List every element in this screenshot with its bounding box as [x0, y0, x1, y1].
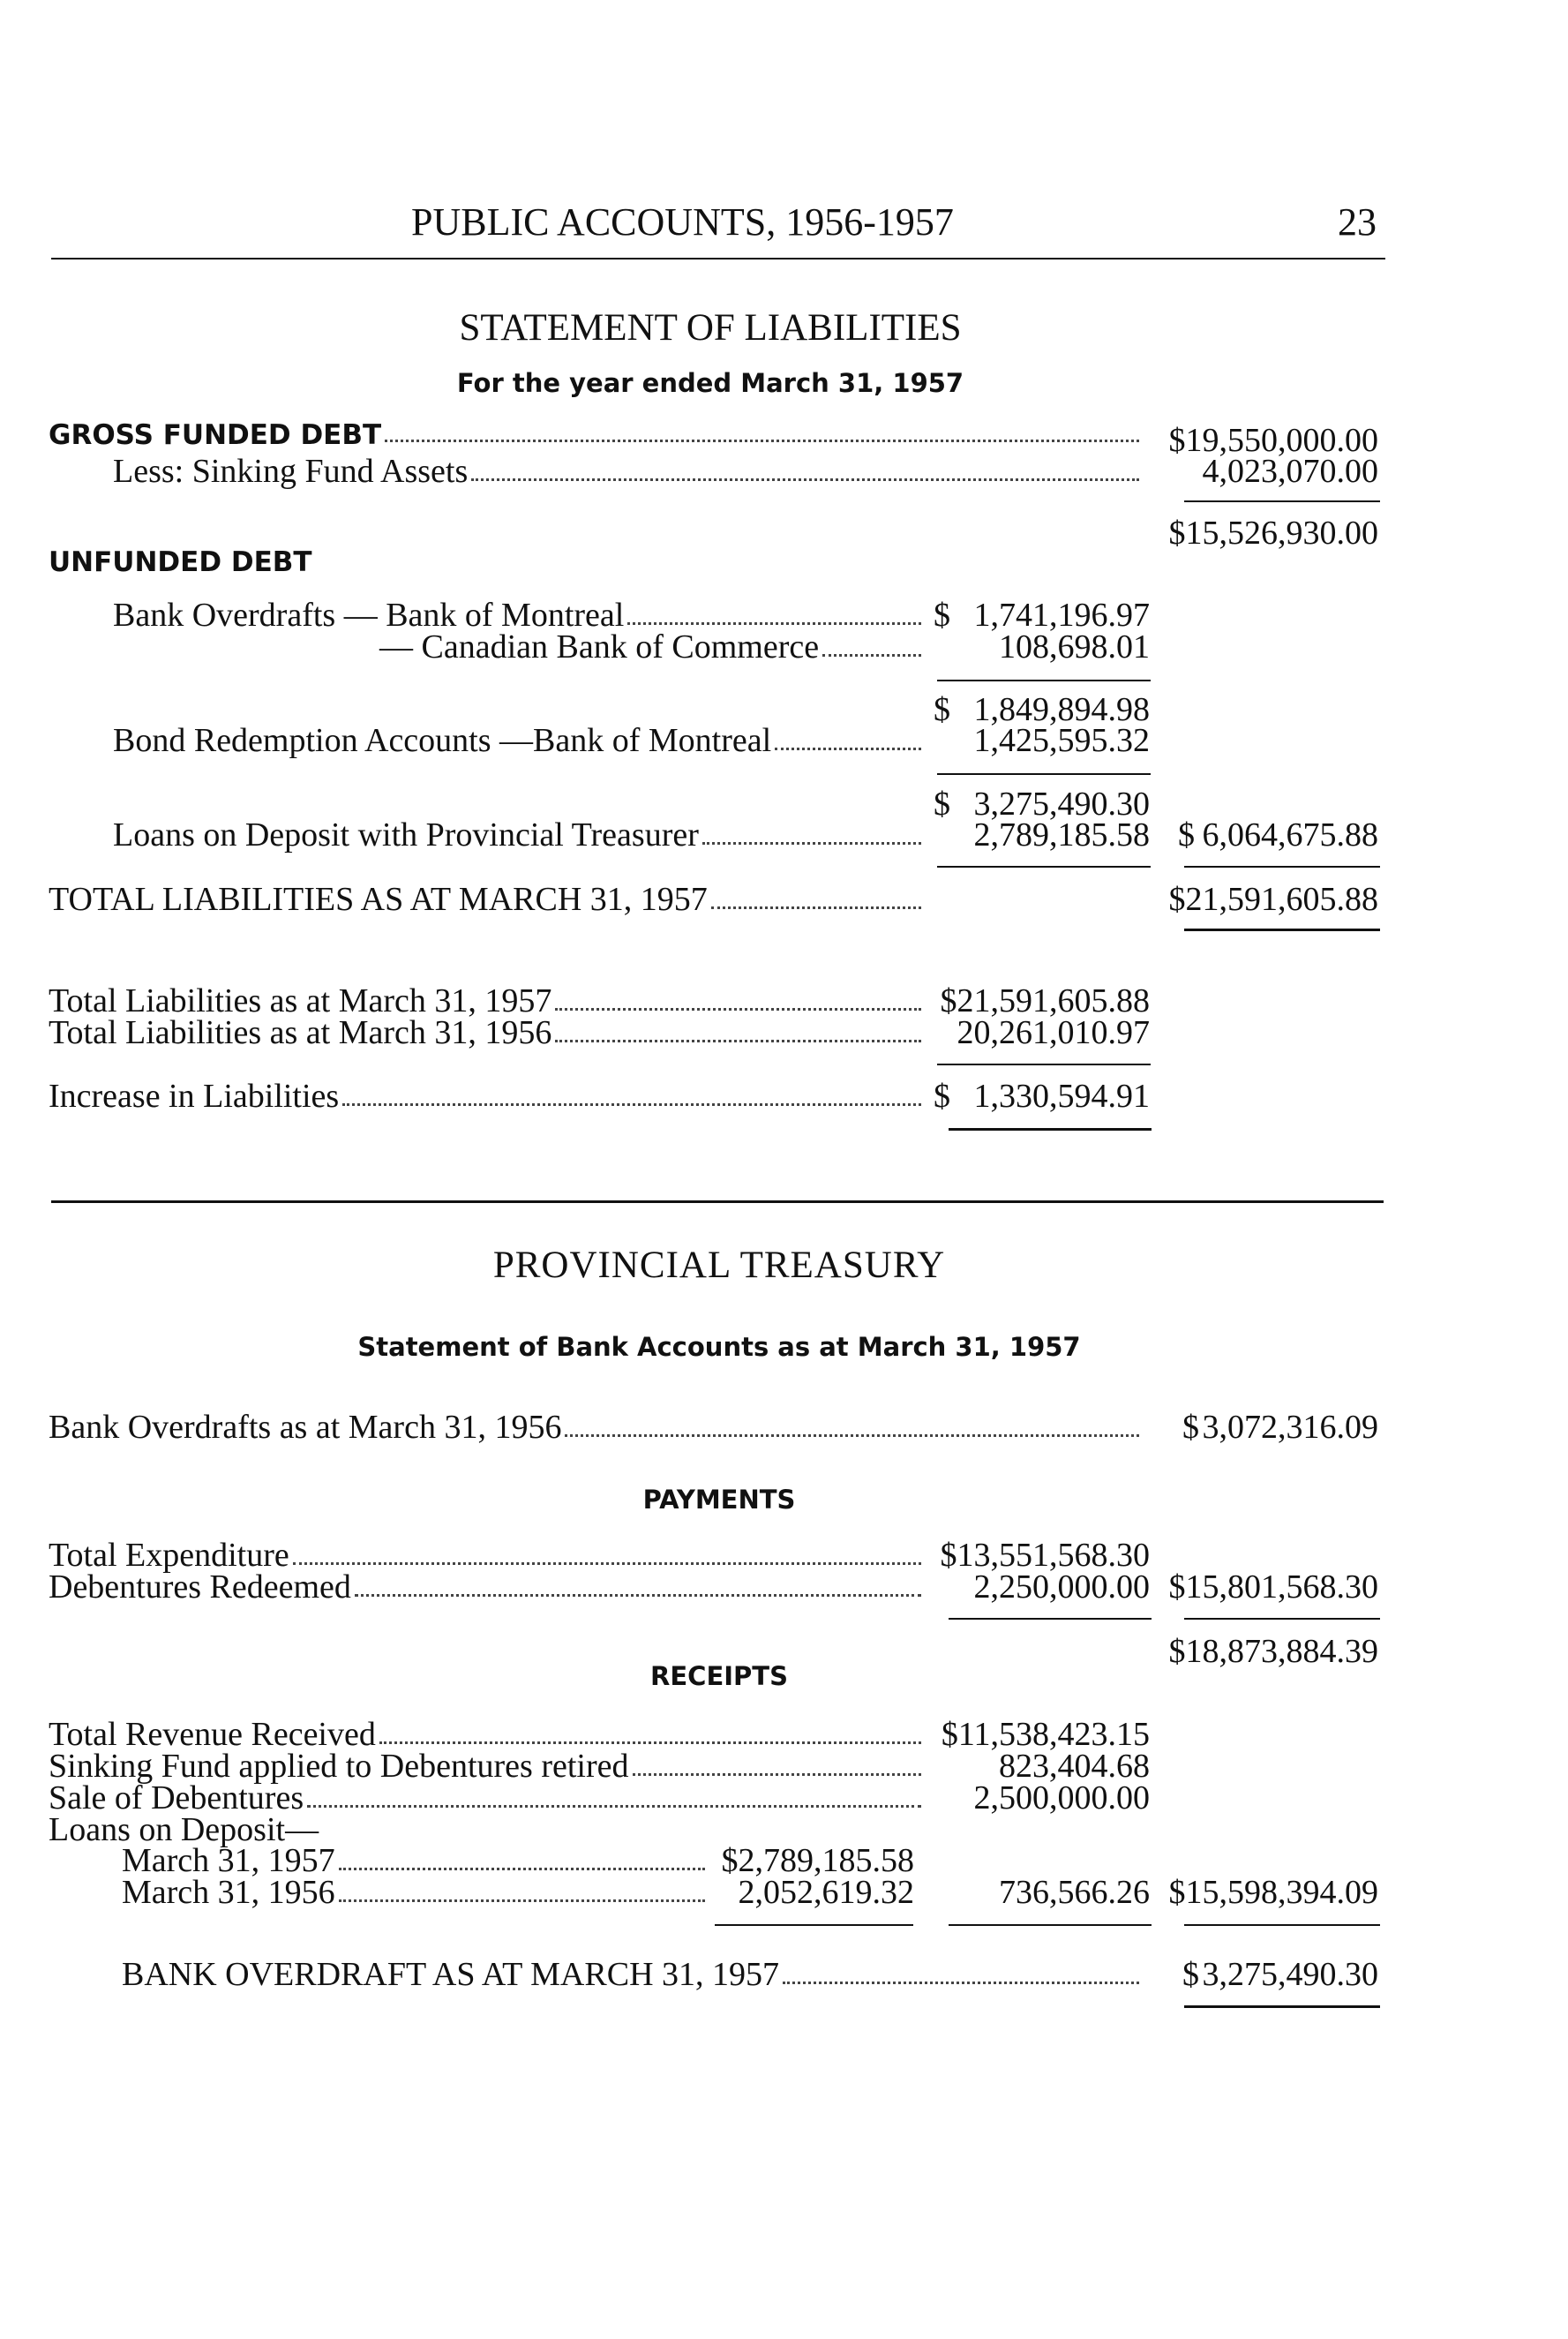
loans-deposit-label: Loans on Deposit— — [49, 1811, 319, 1848]
payments-total: $15,801,568.30 — [1168, 1568, 1378, 1606]
total-1956-amount: 20,261,010.97 — [957, 1014, 1150, 1051]
rule-loans-col — [715, 1924, 913, 1926]
page-number: 23 — [1338, 200, 1377, 244]
payments-sum: $18,873,884.39 — [1168, 1633, 1378, 1670]
sale-debentures-amount: 2,500,000.00 — [973, 1779, 1150, 1816]
overdraft-commerce-label: — Canadian Bank of Commerce — [379, 630, 925, 664]
rule-overdraft-subtotal — [937, 680, 1151, 681]
rule-loans — [937, 866, 1151, 868]
less-sinking-label: Less: Sinking Fund Assets — [113, 455, 1143, 488]
overdraft-subtotal: $ 1,849,894.98 — [934, 691, 1150, 728]
loans-amount: 2,789,185.58 — [973, 816, 1150, 854]
rule-net-funded — [1184, 500, 1380, 502]
total-revenue-label: Total Revenue Received — [49, 1718, 925, 1751]
opening-overdraft-label: Bank Overdrafts as at March 31, 1956 — [49, 1410, 1143, 1444]
unfunded-total: $ 6,064,675.88 — [1178, 816, 1378, 854]
rule-unfunded-total — [1184, 866, 1380, 868]
rule-total-liabilities — [1184, 929, 1380, 931]
debentures-redeemed-amount: 2,250,000.00 — [973, 1568, 1150, 1606]
total-1957-label: Total Liabilities as at March 31, 1957 — [49, 984, 925, 1018]
net-funded-amount: $15,526,930.00 — [1168, 515, 1378, 552]
header-rule — [51, 258, 1385, 259]
increase-label: Increase in Liabilities — [49, 1079, 925, 1113]
total-liabilities-amount: $21,591,605.88 — [1168, 881, 1378, 918]
opening-overdraft-amount: $ 3,072,316.09 — [1182, 1409, 1378, 1446]
total-expenditure-amount: $13,551,568.30 — [940, 1537, 1150, 1574]
rule-increase-double — [949, 1128, 1152, 1131]
liabilities-subtitle: For the year ended March 31, 1957 — [456, 368, 964, 398]
debentures-redeemed-label: Debentures Redeemed — [49, 1570, 925, 1604]
rule-receipts-total — [1184, 1924, 1380, 1926]
total-revenue-amount: $11,538,423.15 — [941, 1716, 1150, 1753]
treasury-subtitle: Statement of Bank Accounts as at March 31, 1957 — [357, 1332, 1081, 1362]
total-expenditure-label: Total Expenditure — [49, 1538, 925, 1572]
overdraft-commerce-amount: 108,698.01 — [999, 628, 1150, 666]
rule-payments-right — [1184, 1618, 1380, 1620]
rule-receipts-mid — [949, 1924, 1152, 1926]
unfunded-heading: UNFUNDED DEBT — [49, 546, 312, 578]
loans-net-amount: 736,566.26 — [999, 1874, 1150, 1911]
liabilities-title: STATEMENT OF LIABILITIES — [459, 307, 962, 349]
payments-heading: PAYMENTS — [642, 1485, 796, 1515]
bond-subtotal: $ 3,275,490.30 — [934, 786, 1150, 823]
receipts-total: $15,598,394.09 — [1168, 1874, 1378, 1911]
loans-1956-label: March 31, 1956 — [122, 1876, 709, 1909]
rule-closing-double — [1184, 2005, 1380, 2008]
treasury-title: PROVINCIAL TREASURY — [492, 1245, 946, 1286]
rule-payments-left — [949, 1618, 1152, 1620]
loans-label: Loans on Deposit with Provincial Treasurer — [113, 818, 925, 852]
loans-1957-label: March 31, 1957 — [122, 1844, 709, 1877]
sinking-applied-amount: 823,404.68 — [999, 1748, 1150, 1785]
running-title: PUBLIC ACCOUNTS, 1956-1957 — [411, 200, 954, 244]
rule-increase — [937, 1064, 1151, 1065]
gross-funded-debt-amount: $19,550,000.00 — [1168, 422, 1378, 459]
closing-overdraft-amount: $ 3,275,490.30 — [1182, 1956, 1378, 1993]
sale-debentures-label: Sale of Debentures — [49, 1781, 925, 1815]
less-sinking-amount: 4,023,070.00 — [1202, 453, 1378, 490]
section-divider — [51, 1200, 1384, 1203]
loans-1956-amount: 2,052,619.32 — [738, 1874, 914, 1911]
bond-redemption-amount: 1,425,595.32 — [973, 722, 1150, 759]
closing-overdraft-label: BANK OVERDRAFT AS AT MARCH 31, 1957 — [122, 1958, 1143, 1991]
rule-bond-subtotal — [937, 773, 1151, 775]
overdraft-montreal-label: Bank Overdrafts — Bank of Montreal — [113, 598, 925, 632]
total-1957-amount: $21,591,605.88 — [940, 982, 1150, 1019]
loans-1957-amount: $2,789,185.58 — [721, 1842, 914, 1879]
overdraft-montreal-amount: $ 1,741,196.97 — [934, 597, 1150, 634]
increase-amount: $ 1,330,594.91 — [934, 1078, 1150, 1115]
gross-funded-debt-label: GROSS FUNDED DEBT — [49, 422, 1143, 449]
bond-redemption-label: Bond Redemption Accounts —Bank of Montreal — [113, 724, 925, 757]
total-liabilities-label: TOTAL LIABILITIES AS AT MARCH 31, 1957 — [49, 883, 925, 916]
total-1956-label: Total Liabilities as at March 31, 1956 — [49, 1016, 925, 1049]
receipts-heading: RECEIPTS — [650, 1661, 788, 1691]
sinking-applied-label: Sinking Fund applied to Debentures retired — [49, 1749, 925, 1783]
